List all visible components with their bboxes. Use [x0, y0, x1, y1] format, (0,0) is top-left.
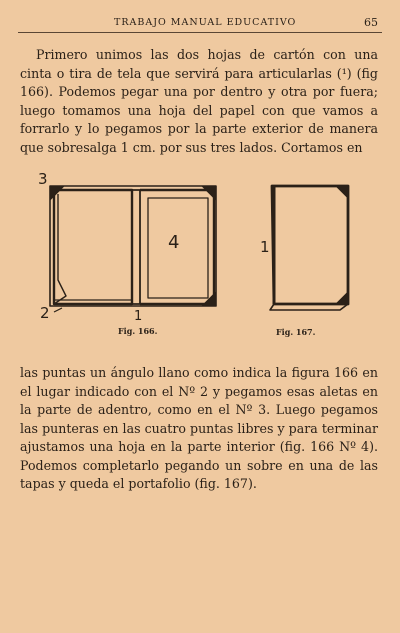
paragraph-1: Primero unimos las dos hojas de cartón con una cinta o tira de tela que servirá para articularlas (¹) (fig 166). Podemos pegar una por dentro y otra por fuera; luego tomamos una hoja del papel con que vamos a forrarlo y lo pegamos por la parte exterior de manera que sobresalga 1 cm. por sus tres lados. Cortamos en: [20, 47, 378, 155]
caption-fig-166: Fig. 166.: [118, 326, 158, 336]
left-board: [54, 190, 132, 304]
figure-166-drawing: [36, 172, 226, 322]
corner-bottom-right: [202, 292, 216, 306]
corner-top-right-167: [336, 186, 348, 198]
pointer-2: [54, 308, 62, 312]
caption-fig-167: Fig. 167.: [276, 327, 316, 337]
label-1: 1: [134, 309, 143, 322]
page-number: 65: [364, 16, 378, 29]
paragraph-2: las puntas un ángulo llano como indica la figura 166 en el lugar indicado con el Nº 2 y pegamos esas aletas en la parte de adentro, como en el Nº 3. Luego pegamos las punteras en las cuatro puntas libres y para terminar ajustamos una hoja en la parte interior (fig. 166 Nº 4). Podemos completarlo pegando un sobre en una de las tapas y queda el portafolio (fig. 167).: [20, 365, 378, 491]
flap-fold-left: [54, 194, 66, 304]
header-title: TRABAJO MANUAL EDUCATIVO: [114, 17, 297, 28]
figure-167-drawing: [258, 172, 358, 322]
corner-top-left: [50, 186, 64, 200]
running-header: [18, 16, 382, 33]
portfolio-cover: [272, 186, 348, 304]
corner-bottom-right-167: [336, 292, 348, 304]
label-1-167: 1: [260, 238, 270, 256]
label-3: 3: [38, 172, 48, 188]
label-4: 4: [168, 232, 180, 253]
label-2: 2: [40, 304, 50, 322]
